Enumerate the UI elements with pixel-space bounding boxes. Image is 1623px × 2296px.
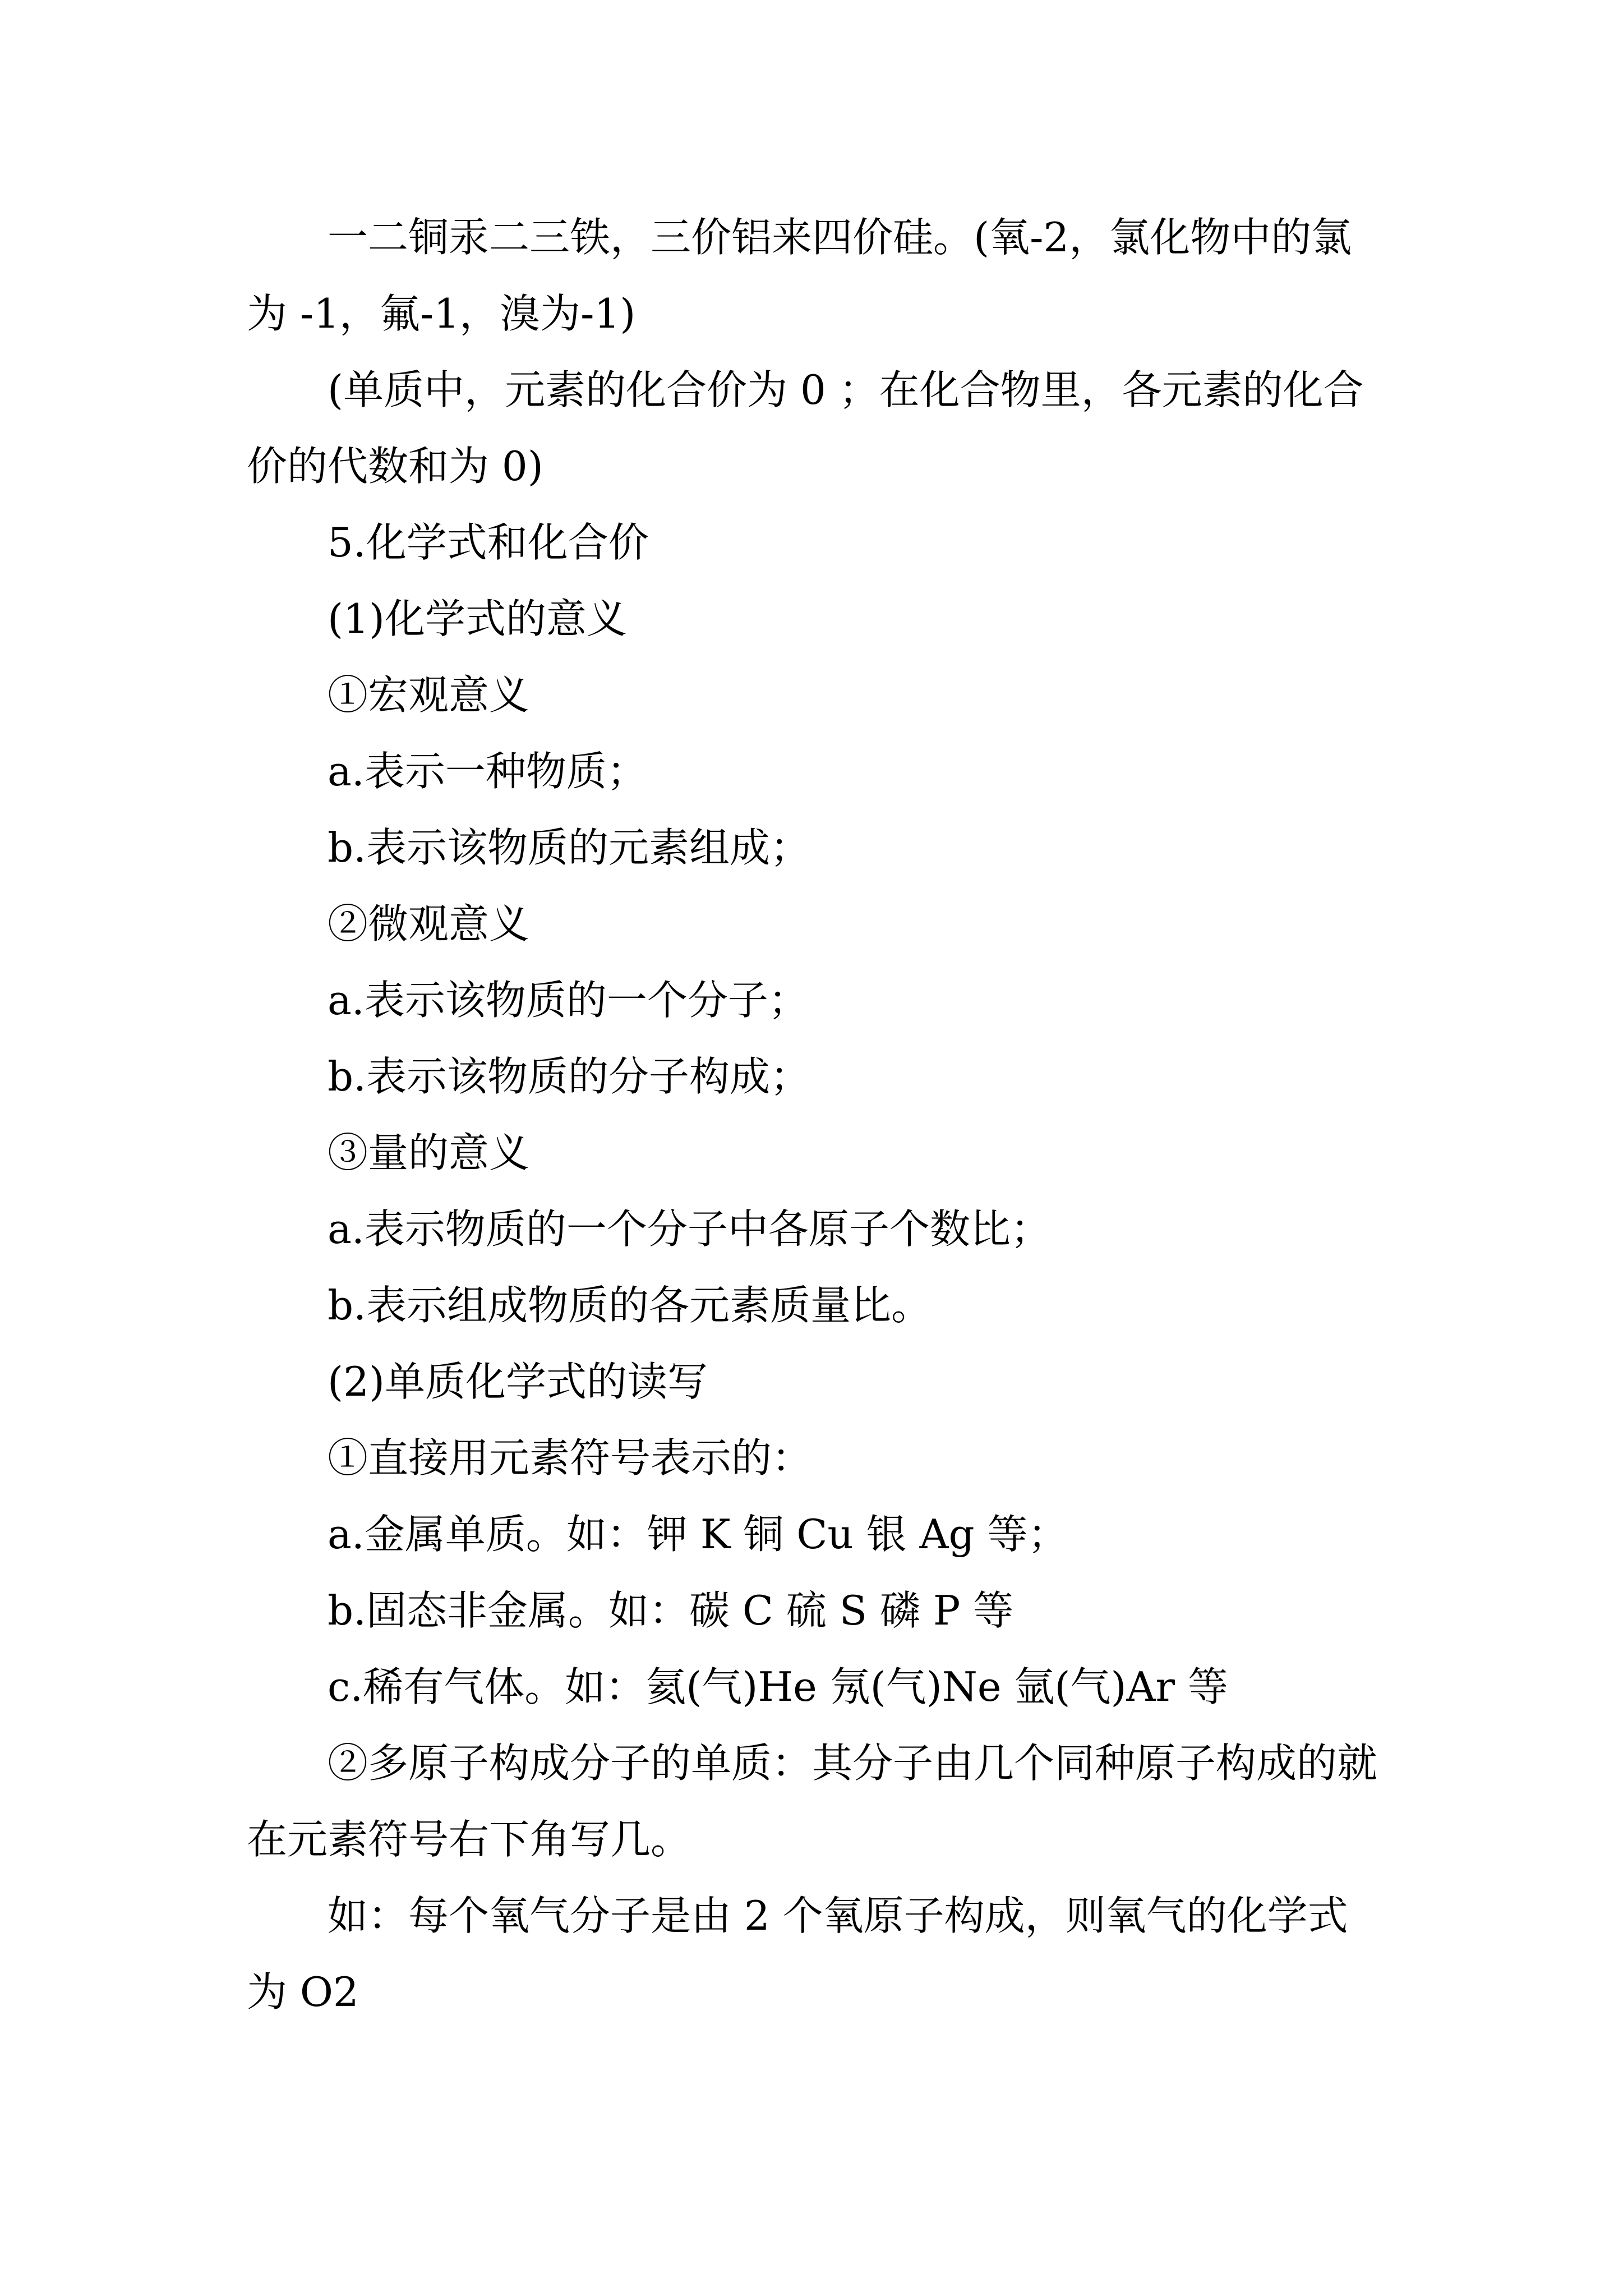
subsection-heading: (2)单质化学式的读写 bbox=[328, 1358, 708, 1405]
list-item: a.表示该物质的一个分子； bbox=[328, 977, 809, 1024]
list-heading: ③量的意义 bbox=[328, 1129, 530, 1176]
list-heading: ①直接用元素符号表示的： bbox=[328, 1434, 813, 1481]
list-item: a.表示物质的一个分子中各原子个数比； bbox=[328, 1205, 1051, 1253]
paragraph-example-oxygen: 如：每个氧气分子是由 2 个氧原子构成，则氧气的化学式为 O2 bbox=[247, 1892, 1348, 2016]
list-item: b.表示该物质的分子构成； bbox=[328, 1053, 810, 1100]
list-item: a.表示一种物质； bbox=[328, 748, 647, 795]
paragraph-valence-rule: (单质中，元素的化合价为 0 ；在化合物里，各元素的化合价的代数和为 0) bbox=[247, 366, 1364, 490]
list-heading: ②微观意义 bbox=[328, 900, 530, 947]
list-item: c.稀有气体。如：氦(气)He 氖(气)Ne 氩(气)Ar 等 bbox=[328, 1663, 1228, 1710]
list-item: b.表示该物质的元素组成； bbox=[328, 824, 810, 871]
list-item: b.表示组成物质的各元素质量比。 bbox=[328, 1282, 932, 1329]
subsection-heading: (1)化学式的意义 bbox=[328, 595, 627, 642]
list-heading: ①宏观意义 bbox=[328, 671, 530, 719]
paragraph-valence-mnemonic: 一二铜汞二三铁，三价铝来四价硅。(氧-2，氯化物中的氯为 -1，氟-1，溴为-1) bbox=[247, 214, 1352, 337]
section-heading: 5.化学式和化合价 bbox=[328, 519, 649, 566]
document-body bbox=[247, 199, 1385, 2030]
list-item: b.固态非金属。如：碳 C 硫 S 磷 P 等 bbox=[328, 1587, 1014, 1634]
paragraph-polyatomic: ②多原子构成分子的单质：其分子由几个同种原子构成的就在元素符号右下角写几。 bbox=[247, 1740, 1378, 1863]
list-item: a.金属单质。如：钾 K 铜 Cu 银 Ag 等； bbox=[328, 1511, 1068, 1558]
